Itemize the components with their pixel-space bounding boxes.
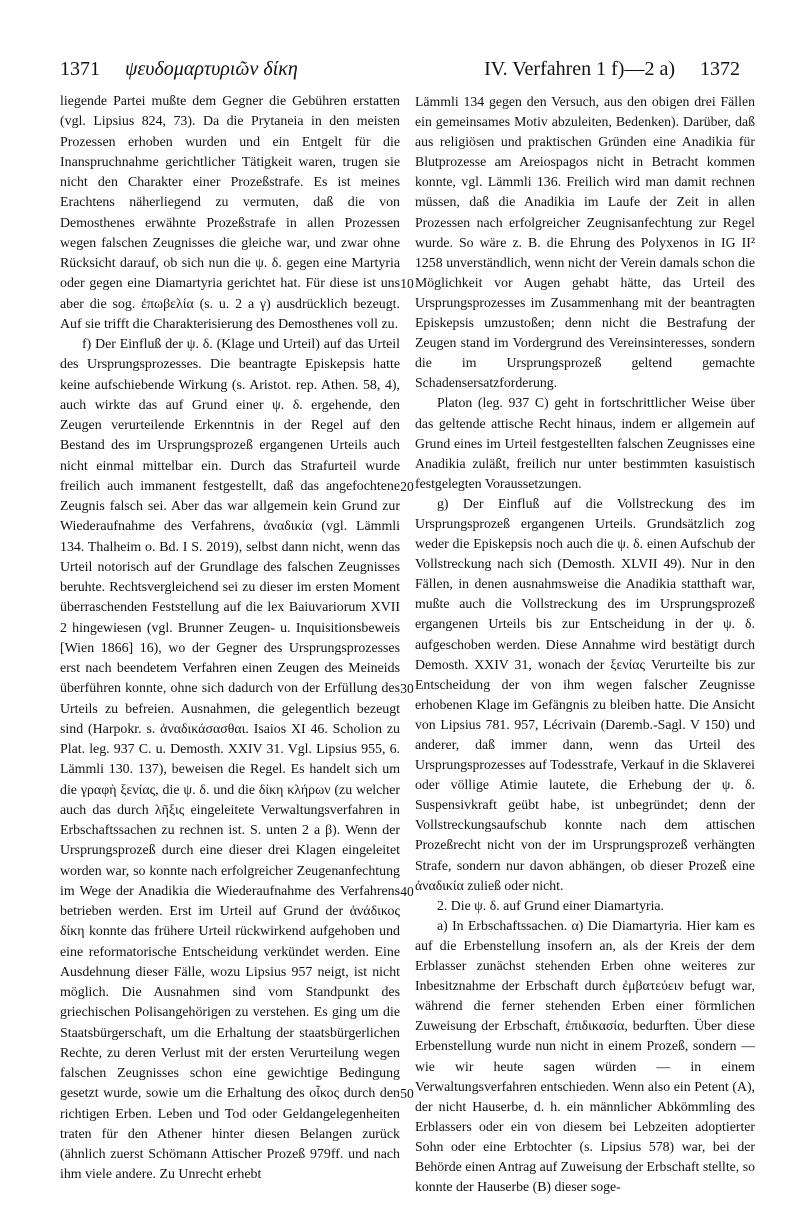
header-left [60, 58, 298, 81]
line-number: 50 [400, 1086, 414, 1102]
paragraph: Lämmli 134 gegen den Versuch, aus den obigen drei Fällen ein gemeinsames Motiv abzuleiten, Bedenken). Darüber, daß aus religiösen und praktischen Gründen eine Anadikia für Blutprozesse am Areiospagos nicht in Betracht kommen konnte, vgl. Lämmli 136. Freilich wird man damit rechnen müssen, daß die Anadikia im Laufe der Zeit in allen Prozessen nach erfolgreicher Zeugnisanfechtung zur Regel wurde. So wäre z. B. die Ehrung des Polyxenos in IG II² 1258 unverständlich, wenn nicht der Verein damals schon die Möglichkeit vor Augen gehabt hätte, das Urteil des Ursprungsprozesses im Zusammenhang mit der beantragten Episkepsis umzustoßen; denn nicht die Bestrafung der Zeugen stand im Vordergrund des Vereinsinteresses, sondern die im Ursprungsprozeß geltend gemachte Schadensersatzforderung. [415, 94, 755, 391]
paragraph: liegende Partei mußte dem Gegner die Gebühren erstatten (vgl. Lipsius 824, 73). Da die Prytaneia in den meisten Prozessen erhoben wurden und ein Entgelt für die Inanspruchnahme gerichtlicher Tätigkeit waren, trugen sie nicht den Charakter einer Prozeßstrafe. Es ist meines Erachtens näherliegend zu vermuten, daß die von Demosthenes erwähnte Prozeßstrafe in allen Prozessen wegen falschen Zeugnisses die gleiche war, und zwar ohne Rücksicht darauf, ob sich nun die ψ. δ. gegen eine Martyria oder gegen eine Diamartyria gerichtet hat. Für diese ist uns aber die sog. ἐπωβελία (s. u. 2 a γ) ausdrücklich bezeugt. Auf sie trifft die Charakterisierung des Demosthenes voll zu. [60, 94, 400, 332]
paragraph: 2. Die ψ. δ. auf Grund einer Diamartyria. [437, 897, 664, 913]
paragraph: g) Der Einfluß auf die Vollstreckung des im Ursprungsprozeß ergangenen Urteils. Grundsätzlich zog weder die Episkepsis noch auch die ψ. δ. einen Aufschub der Vollstreckung nach sich (Demosth. XLVII 49). Nur in den Fällen, in denen ausnahmsweise die Anadikia statthaft war, mußte auch die Vollstreckung des im Ursprungsprozeß ergangenen Urteils bis zur Entscheidung in der ψ. δ. aufgeschoben werden. Diese Annahme wird bestätigt durch Demosth. XXIV 31, wonach der ξενίας Verurteilte bis zur Entscheidung der von ihm wegen falscher Zeugnisse erhobenen Klage im Gefängnis zu bleiben hatte. Die Ansicht von Lipsius 781. 957, Lécrivain (Daremb.-Sagl. V 150) und anderer, daß immer dann, wenn das Urteil des Ursprungsprozesses auf Todesstrafe, Verkauf in die Sklaverei oder völlige Atimie lautete, die Erhebung der ψ. δ. Suspensivkraft geübt habe, ist unbegründet; denn der Vollstreckungsaufschub konnte nach dem attischen Prozeßrecht nicht von der im Ursprungsprozeß verhängten Strafe, sondern nur davon abhängen, ob dieser Prozeß eine ἀναδικία zuließ oder nicht. [415, 495, 755, 893]
right-column [415, 92, 755, 1197]
paragraph: f) Der Einfluß der ψ. δ. (Klage und Urteil) auf das Urteil des Ursprungsprozesses. Die beantragte Episkepsis hatte keine aufschiebende Wirkung (s. Aristot. rep. Athen. 58, 4), auch wirkte das auf Grund einer ψ. δ. ergehende, den Zeugen verurteilende Erkenntnis in der Regel auf den Bestand des im Ursprungsprozeß ergangenen Urteils auch nicht einmal mittelbar ein. Durch das Strafurteil wurde freilich auch immanent festgestellt, daß das angefochtene Zeugnis falsch sei. Aber das war allgemein kein Grund zur Wiederaufnahme des Verfahrens, ἀναδικία (vgl. Lämmli 134. Thalheim o. Bd. I S. 2019), selbst dann nicht, wenn das Urteil notorisch auf der Grundlage des falschen Zeugnisses beruhte. Rechtsvergleichend sei zu dieser im ersten Moment überraschenden Feststellung auf die lex Baiuvariorum XVII 2 hingewiesen (vgl. Brunner Zeugen- u. Inquisitionsbeweis [Wien 1866] 16), wo der Gegner des Ursprungsprozesses erst nach beendetem Verfahren einen Zeugen des Meineids überführen konnte, ohne sich dadurch von der Erfüllung des Urteils zu befreien. Ausnahmen, die gelegentlich bezeugt sind (Harpokr. s. ἀναδικάσασθαι. Isaios XI 46. Scholion zu Plat. leg. 937 C. u. Demosth. XXIV 31. Vgl. Lipsius 955, 6. Lämmli 130. 137), beweisen die Regel. Es handelt sich um die γραφὴ ξενίας, die ψ. δ. und die δίκη κλήρων (zu welcher auch das durch λῆξις eingeleitete Verwaltungsverfahren in Erbschaftssachen zu rechnen ist. S. unten 2 a β). Wenn der Ursprungsprozeß durch eine dieser drei Klagen eingeleitet worden war, so konnte nach erfolgreicher Zeugenanfechtung im Wege der Anadikia die Wiederaufnahme des Verfahrens betrieben werden. Erst im Urteil auf Grund der ἀνάδικος δίκη konnte das frühere Urteil rückwirkend aufgehoben und eine reformatorische Entscheidung verkündet werden. Eine Ausdehnung dieser Fälle, wozu Lipsius 957 neigt, ist nicht möglich. Die Ausnahmen sind vom Standpunkt des griechischen Polisangehörigen zu verstehen. Es ging um die Staatsbürgerschaft, um die Erhaltung der staatsbürgerlichen Rechte, zu deren Verlust mit der ersten Verurteilung wegen falschen Zeugnisses schon eine gewichtige Bedingung gesetzt wurde, sowie um die Erhaltung des οἶκος durch den richtigen Erben. Leben und Tod oder Geldangelegenheiten traten für den Athener hinter diesen Belangen zurück (ähnlich zuerst Schömann Attischer Prozeß 979ff. und nach ihm viele andere. Zu Unrecht erhebt [60, 337, 400, 1183]
paragraph: a) In Erbschaftssachen. α) Die Diamartyria. Hier kam es auf die Erbenstellung insofern an, als der Kreis der dem Erblasser zunächst stehenden Erben ohne weiteres zur Inbesitznahme der Erbschaft durch ἐμβατεύειν befugt war, während die ferner stehenden Erben einer förmlichen Zuweisung der Erbschaft, ἐπιδικασία, bedurften. Über diese Erbenstellung wurde nun nicht in einem Prozeß, sondern — wie wir heute sagen würden — in einem Verwaltungsverfahren entschieden. Wenn also ein Petent (A), der nicht Hauserbe, d. h. ein männlicher Abkömmling des Erblassers oder ein von diesem bei Lebzeiten adoptierter Sohn oder eine Erbtochter (s. Lipsius 578) war, bei der Behörde einen Antrag auf Zuweisung der Erbschaft stellte, so konnte der Hauserbe (B) dieser soge- [415, 917, 755, 1195]
line-number: 20 [400, 478, 414, 494]
header-section: IV. Verfahren 1 f)—2 a) [484, 58, 675, 80]
left-page-number: 1371 [60, 58, 100, 80]
left-column [60, 92, 400, 1186]
right-page-number: 1372 [700, 58, 740, 80]
header-right [484, 58, 740, 81]
header-title: ψευδομαρτυριῶν δίκη [125, 58, 298, 80]
line-number: 40 [400, 883, 414, 899]
paragraph: Platon (leg. 937 C) geht in fortschrittlicher Weise über das geltende attische Recht hinaus, indem er allgemein auf Grund eines im Urteil festgestellten falschen Zeugnisses eine Anadikia zuläßt, freilich nur unter bestimmten kasuistisch festgelegten Voraussetzungen. [415, 395, 755, 491]
running-header [60, 58, 740, 82]
line-number: 30 [400, 681, 414, 697]
line-number: 10 [400, 276, 414, 292]
